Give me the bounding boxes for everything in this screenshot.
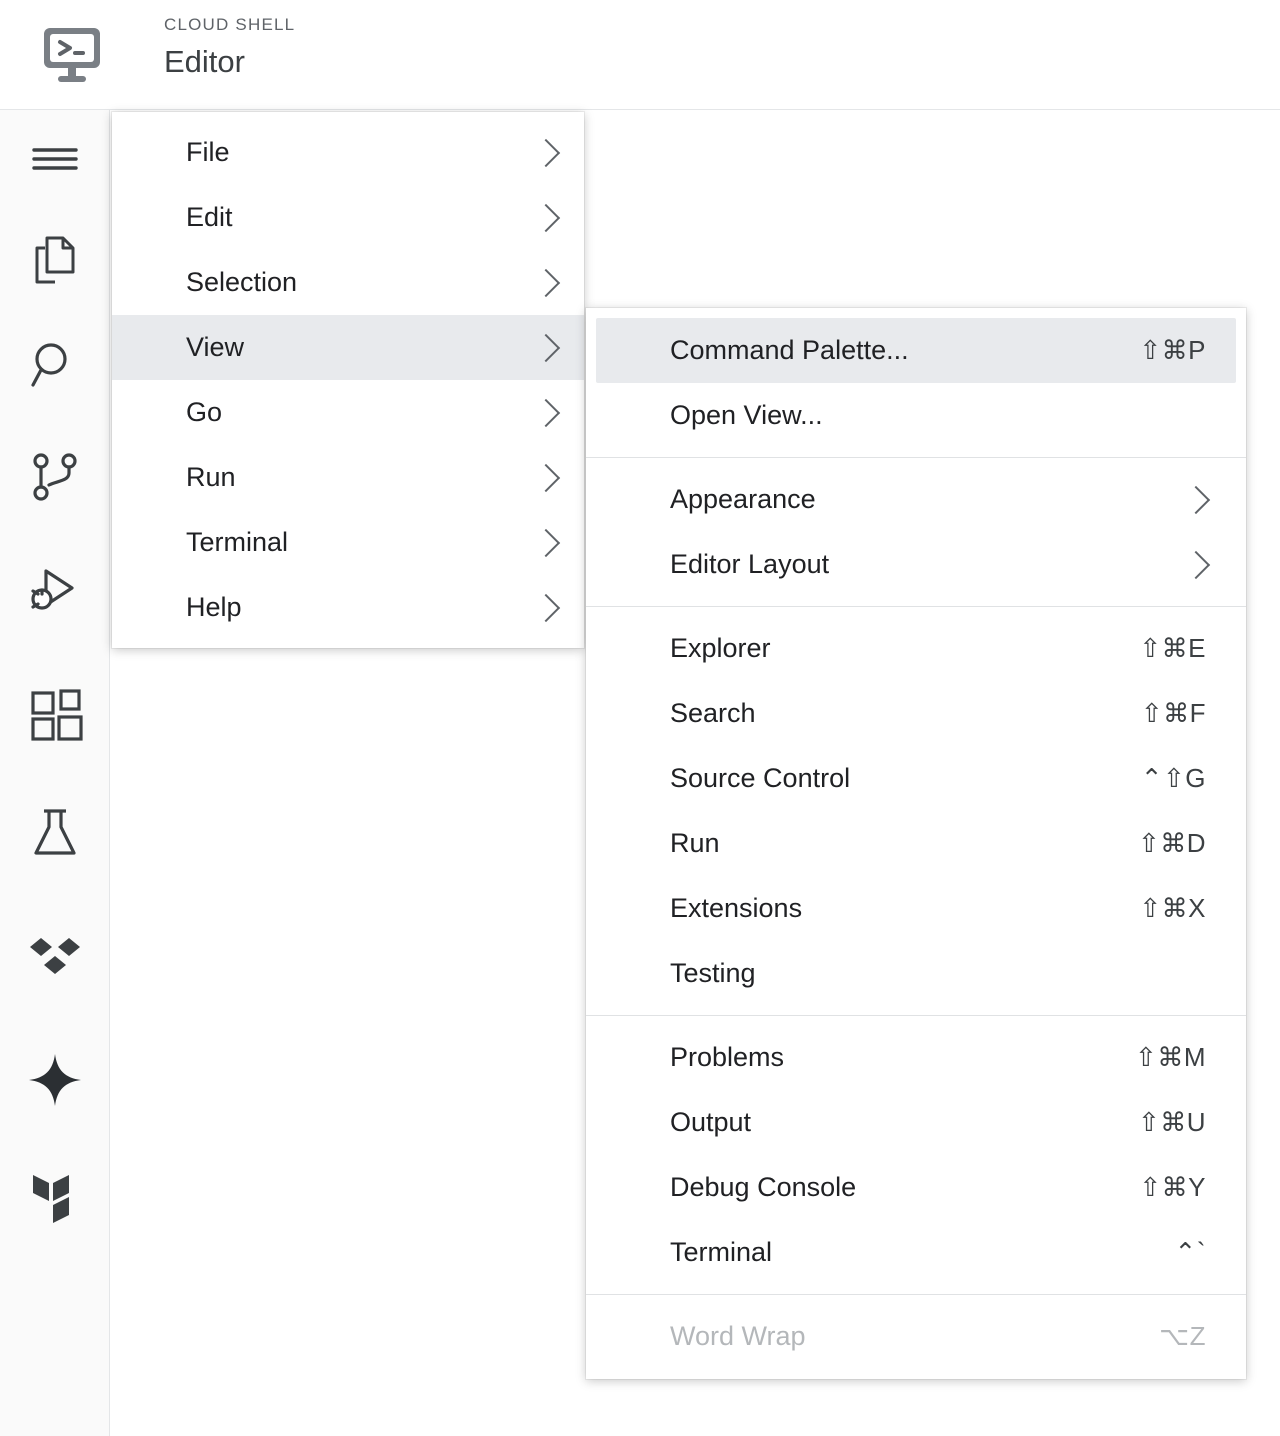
menu-item-open-view[interactable] (596, 383, 1236, 448)
menu-item-problems[interactable] (596, 1025, 1236, 1090)
menu-item-label: Explorer (670, 633, 771, 663)
testing-flask-icon[interactable] (0, 788, 110, 878)
menu-item-label: Word Wrap (670, 1321, 806, 1351)
menu-separator (586, 1015, 1246, 1016)
menu-item-label: Extensions (670, 893, 803, 923)
chevron-right-icon (532, 398, 560, 426)
menu-item-label: Problems (670, 1042, 785, 1072)
menu-separator (586, 1294, 1246, 1295)
chevron-right-icon (532, 203, 560, 231)
app-header (0, 0, 1280, 110)
chevron-right-icon (532, 593, 560, 621)
chevron-right-icon (532, 333, 560, 361)
menu-item-accelerator: ⇧⌘E (1139, 633, 1206, 663)
menu-item-view[interactable] (112, 315, 584, 380)
menu-item-label: Testing (670, 958, 756, 988)
menu-item-label: Terminal (186, 527, 289, 557)
cloud-shell-logo-icon (40, 22, 104, 86)
menu-item-word-wrap (596, 1304, 1236, 1369)
explorer-files-icon[interactable] (0, 215, 110, 305)
chevron-right-icon (532, 528, 560, 556)
menu-item-label: Run (186, 462, 236, 492)
menu-item-label: Command Palette... (670, 335, 909, 365)
menu-item-accelerator: ⇧⌘P (1139, 335, 1206, 365)
menu-item-extensions[interactable] (596, 876, 1236, 941)
menu-item-accelerator: ⌃⇧G (1140, 763, 1206, 793)
menu-item-label: Run (670, 828, 720, 858)
menu-item-accelerator: ⇧⌘D (1137, 828, 1206, 858)
menu-item-label: Appearance (670, 484, 816, 514)
main-menu[interactable] (112, 112, 584, 648)
page-title: Editor (164, 44, 245, 79)
menu-item-label: Selection (186, 267, 298, 297)
menu-separator (586, 606, 1246, 607)
menu-item-label: Edit (186, 202, 233, 232)
menu-item-label: Editor Layout (670, 549, 830, 579)
menu-item-label: Debug Console (670, 1172, 857, 1202)
gemini-sparkle-icon[interactable] (0, 1035, 110, 1125)
menu-item-label: View (186, 332, 245, 362)
menu-item-label: Source Control (670, 763, 851, 793)
menu-item-explorer[interactable] (596, 616, 1236, 681)
menu-item-source-control[interactable] (596, 746, 1236, 811)
menu-item-file[interactable] (112, 120, 584, 185)
menu-item-label: Search (670, 698, 756, 728)
chevron-right-icon (532, 463, 560, 491)
chevron-right-icon (1182, 485, 1210, 513)
menu-item-accelerator: ⌃` (1174, 1237, 1206, 1267)
chevron-right-icon (532, 268, 560, 296)
menu-item-label: Terminal (670, 1237, 773, 1267)
activity-bar (0, 110, 110, 1436)
source-control-icon[interactable] (0, 432, 110, 522)
chevron-right-icon (1182, 550, 1210, 578)
menu-item-terminal[interactable] (112, 510, 584, 575)
cloud-code-icon[interactable] (0, 912, 110, 1002)
menu-item-label: Go (186, 397, 223, 427)
menu-item-accelerator: ⇧⌘U (1137, 1107, 1206, 1137)
menu-item-accelerator: ⌥Z (1159, 1321, 1206, 1351)
menu-item-help[interactable] (112, 575, 584, 640)
menu-item-accelerator: ⇧⌘M (1135, 1042, 1206, 1072)
menu-item-label: Output (670, 1107, 752, 1137)
menu-item-testing[interactable] (596, 941, 1236, 1006)
menu-item-go[interactable] (112, 380, 584, 445)
menu-item-accelerator: ⇧⌘Y (1139, 1172, 1206, 1202)
chevron-right-icon (532, 138, 560, 166)
menu-item-search[interactable] (596, 681, 1236, 746)
menu-item-label: Help (186, 592, 242, 622)
menu-item-edit[interactable] (112, 185, 584, 250)
product-name: CLOUD SHELL (164, 15, 296, 34)
run-and-debug-icon[interactable] (0, 545, 110, 635)
menu-item-command-palette[interactable] (596, 318, 1236, 383)
menu-item-accelerator: ⇧⌘F (1140, 698, 1206, 728)
menu-item-selection[interactable] (112, 250, 584, 315)
menu-item-output[interactable] (596, 1090, 1236, 1155)
menu-separator (586, 457, 1246, 458)
search-icon[interactable] (0, 320, 110, 410)
menu-item-editor-layout[interactable] (596, 532, 1236, 597)
menu-item-run[interactable] (596, 811, 1236, 876)
menu-item-accelerator: ⇧⌘X (1139, 893, 1206, 923)
extensions-icon[interactable] (0, 670, 110, 760)
menu-hamburger-icon[interactable] (0, 114, 110, 204)
terraform-icon[interactable] (0, 1152, 110, 1242)
menu-item-label: Open View... (670, 400, 823, 430)
menu-item-label: File (186, 137, 230, 167)
brand-text (164, 14, 295, 84)
menu-item-terminal[interactable] (596, 1220, 1236, 1285)
menu-item-appearance[interactable] (596, 467, 1236, 532)
view-submenu[interactable] (586, 308, 1246, 1379)
menu-item-debug-console[interactable] (596, 1155, 1236, 1220)
menu-item-run[interactable] (112, 445, 584, 510)
